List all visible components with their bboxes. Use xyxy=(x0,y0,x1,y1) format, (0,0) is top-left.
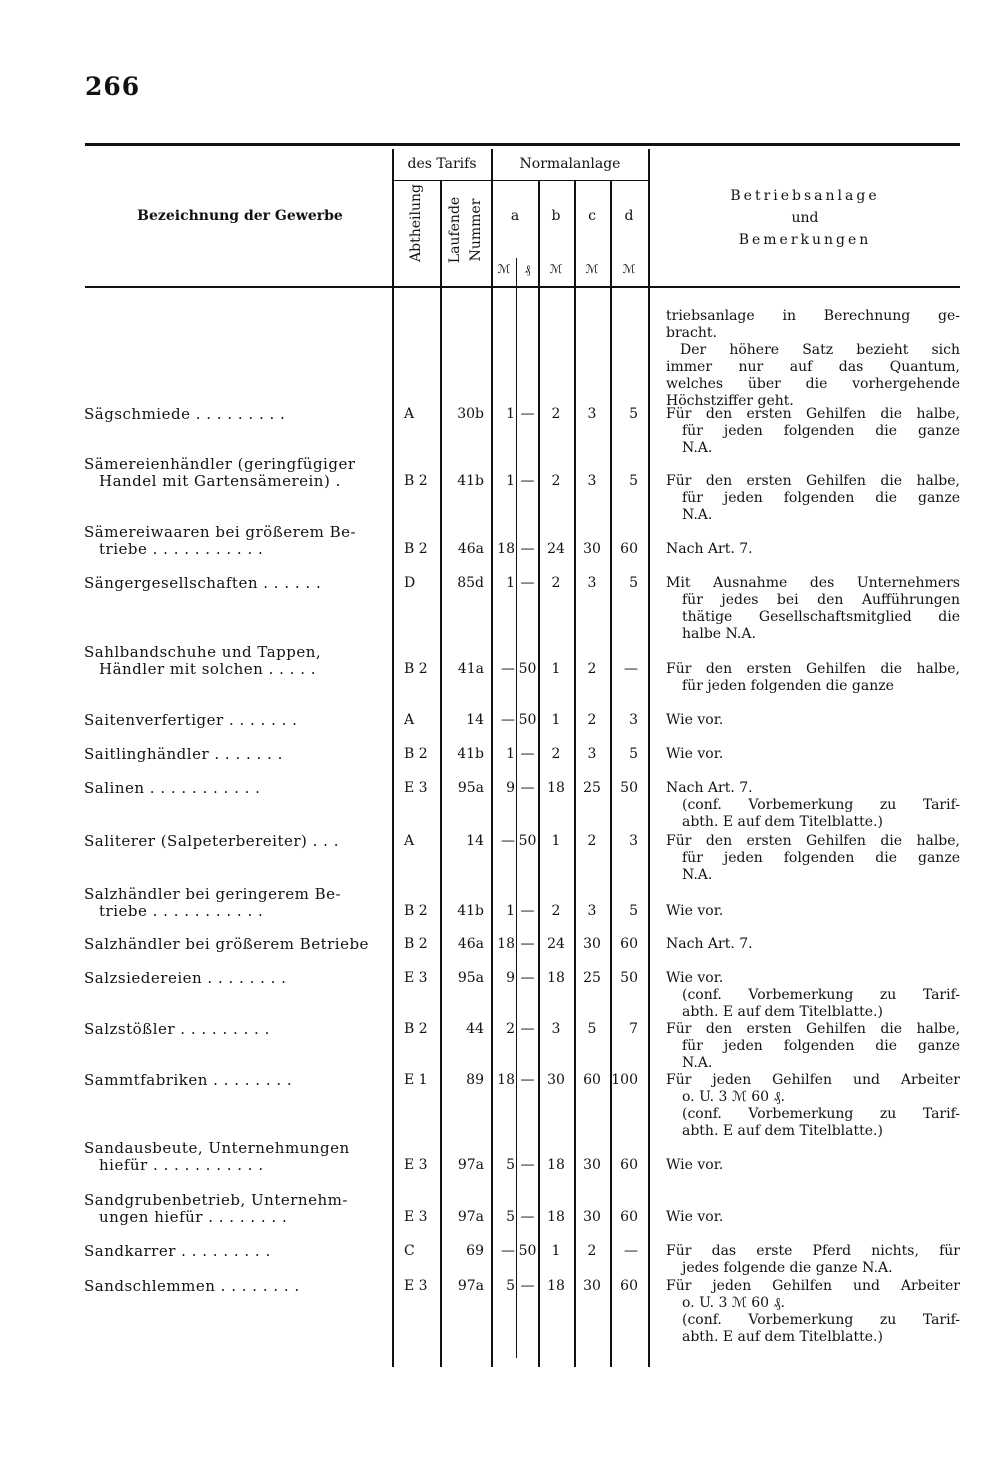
row-remark xyxy=(666,746,960,763)
row-name-line: Händler mit solchen . . . . . xyxy=(99,661,317,678)
row-name-line: triebe . . . . . . . . . . . xyxy=(99,541,264,558)
b-cell: 3 xyxy=(551,1021,561,1037)
c-cell: 3 xyxy=(587,406,597,422)
header-unit-a-m: ℳ xyxy=(497,262,511,276)
abtheilung-cell: A xyxy=(404,833,415,849)
nummer-cell: 30b xyxy=(457,406,484,422)
remark-line: Für jeden Gehilfen und Arbeiter xyxy=(666,1278,960,1294)
c-cell: 25 xyxy=(583,780,601,796)
remark-line: bracht. xyxy=(666,325,717,341)
b-cell: 2 xyxy=(551,406,561,422)
nummer-cell: 41b xyxy=(457,473,484,489)
abtheilung-cell: E 3 xyxy=(404,1157,428,1173)
d-cell: 60 xyxy=(620,936,638,952)
row-remark xyxy=(666,780,960,831)
a-mark-cell: 9 xyxy=(506,780,515,796)
abtheilung-cell: B 2 xyxy=(404,541,428,557)
d-cell: 50 xyxy=(620,780,638,796)
abtheilung-cell: D xyxy=(404,575,416,591)
nummer-cell: 41b xyxy=(457,903,484,919)
nummer-cell: 41b xyxy=(457,746,484,762)
remark-line: thätige Gesellschaftsmitglied die xyxy=(682,609,960,625)
nummer-cell: 44 xyxy=(466,1021,484,1037)
row-name-line: Salzstößler . . . . . . . . . xyxy=(84,1021,270,1038)
column-rule xyxy=(610,180,612,1367)
d-cell: 5 xyxy=(629,746,638,762)
header-sub-b: b xyxy=(551,208,561,224)
row-name xyxy=(84,833,384,850)
a-pf-cell: — xyxy=(520,970,535,986)
a-mark-cell: — xyxy=(501,712,515,728)
d-cell: 7 xyxy=(629,1021,638,1037)
b-cell: 18 xyxy=(547,780,565,796)
b-cell: 1 xyxy=(551,712,561,728)
remark-line: N.A. xyxy=(682,440,713,456)
c-cell: 2 xyxy=(587,833,597,849)
remark-line: Für das erste Pferd nichts, für xyxy=(666,1243,960,1259)
row-name xyxy=(84,1243,384,1260)
a-mark-cell: 1 xyxy=(506,903,515,919)
row-name-line: Sägschmiede . . . . . . . . . xyxy=(84,406,286,423)
c-cell: 30 xyxy=(583,541,601,557)
a-mark-cell: 18 xyxy=(497,1072,515,1088)
remark-line: Wie vor. xyxy=(666,746,724,762)
row-name-line: Saitlinghändler . . . . . . . xyxy=(84,746,283,763)
row-name-line: Sämereienhändler (geringfügiger xyxy=(84,456,356,473)
row-name-line: Sandkarrer . . . . . . . . . xyxy=(84,1243,271,1260)
row-name-line: Sängergesellschaften . . . . . . xyxy=(84,575,322,592)
abtheilung-cell: E 1 xyxy=(404,1072,428,1088)
remark-line: Für den ersten Gehilfen die halbe, xyxy=(666,406,960,422)
remark-line: für jedes bei den Aufführungen xyxy=(682,592,960,608)
b-cell: 18 xyxy=(547,970,565,986)
d-cell: 3 xyxy=(629,712,638,728)
a-pf-cell: — xyxy=(520,1209,535,1225)
row-name-line: Sandgrubenbetrieb, Unternehm- xyxy=(84,1192,348,1209)
a-pf-cell: — xyxy=(520,1278,535,1294)
b-cell: 1 xyxy=(551,661,561,677)
header-remarks-1: Betriebsanlage xyxy=(730,188,880,204)
c-cell: 2 xyxy=(587,712,597,728)
remark-line: Wie vor. xyxy=(666,1209,724,1225)
a-mark-cell: 18 xyxy=(497,936,515,952)
b-cell: 2 xyxy=(551,903,561,919)
row-name-line: Handel mit Gartensämerein) . xyxy=(99,473,341,490)
row-remark xyxy=(666,970,960,1021)
remark-line: Für jeden Gehilfen und Arbeiter xyxy=(666,1072,960,1088)
b-cell: 1 xyxy=(551,1243,561,1259)
remark-line: Für den ersten Gehilfen die halbe, xyxy=(666,833,960,849)
a-mark-cell: 5 xyxy=(506,1278,515,1294)
row-name xyxy=(84,936,384,953)
row-name-line: Sahlbandschuhe und Tappen, xyxy=(84,644,322,661)
row-name xyxy=(84,1140,384,1174)
row-name xyxy=(84,886,384,920)
nummer-cell: 14 xyxy=(466,833,484,849)
b-cell: 1 xyxy=(551,833,561,849)
row-name-line: Sämereiwaaren bei größerem Be- xyxy=(84,524,357,541)
a-pf-cell: — xyxy=(520,936,535,952)
a-pf-cell: — xyxy=(520,1021,535,1037)
b-cell: 24 xyxy=(547,936,565,952)
remark-line: für jeden folgenden die ganze xyxy=(682,490,960,506)
remark-line: für jeden folgenden die ganze xyxy=(682,850,960,866)
a-pf-cell: — xyxy=(520,575,535,591)
remark-line: Wie vor. xyxy=(666,903,724,919)
remark-line: abth. E auf dem Titelblatte.) xyxy=(682,814,883,830)
a-pf-cell: 50 xyxy=(518,712,537,728)
remark-line: abth. E auf dem Titelblatte.) xyxy=(682,1123,883,1139)
remark-line: abth. E auf dem Titelblatte.) xyxy=(682,1004,883,1020)
a-pf-cell: — xyxy=(520,780,535,796)
a-mark-cell: 1 xyxy=(506,575,515,591)
remark-line: o. U. 3 ℳ 60 ₰. xyxy=(682,1295,785,1311)
d-cell: 100 xyxy=(611,1072,638,1088)
b-cell: 24 xyxy=(547,541,565,557)
a-mark-cell: 5 xyxy=(506,1209,515,1225)
a-pf-cell: — xyxy=(520,541,535,557)
row-name xyxy=(84,1192,384,1226)
row-remark xyxy=(666,903,960,920)
header-sub-a: a xyxy=(510,208,520,224)
row-remark xyxy=(666,936,960,953)
column-rule xyxy=(392,149,394,1367)
remark-line: Mit Ausnahme des Unternehmers xyxy=(666,575,960,591)
b-cell: 18 xyxy=(547,1209,565,1225)
nummer-cell: 41a xyxy=(457,661,484,677)
remark-line: N.A. xyxy=(682,1055,713,1071)
column-rule xyxy=(648,149,650,1367)
abtheilung-cell: E 3 xyxy=(404,1209,428,1225)
top-rule xyxy=(85,143,960,146)
a-mark-cell: 9 xyxy=(506,970,515,986)
nummer-cell: 97a xyxy=(457,1278,484,1294)
a-pf-cell: 50 xyxy=(518,661,537,677)
b-cell: 2 xyxy=(551,575,561,591)
a-mark-cell: 18 xyxy=(497,541,515,557)
c-cell: 30 xyxy=(583,1278,601,1294)
c-cell: 30 xyxy=(583,936,601,952)
abtheilung-cell: E 3 xyxy=(404,970,428,986)
abtheilung-cell: E 3 xyxy=(404,1278,428,1294)
row-name xyxy=(84,1021,384,1038)
header-unit-c: ℳ xyxy=(585,262,599,276)
row-remark xyxy=(666,1243,960,1277)
nummer-cell: 14 xyxy=(466,712,484,728)
c-cell: 30 xyxy=(583,1157,601,1173)
row-name-line: Saitenverfertiger . . . . . . . xyxy=(84,712,298,729)
d-cell: 5 xyxy=(629,903,638,919)
row-name-line: triebe . . . . . . . . . . . xyxy=(99,903,264,920)
row-remark xyxy=(666,1021,960,1072)
remark-line: für jeden folgenden die ganze xyxy=(682,423,960,439)
d-cell: 50 xyxy=(620,970,638,986)
remark-line: immer nur auf das Quantum, xyxy=(666,359,960,375)
b-cell: 2 xyxy=(551,473,561,489)
a-pf-cell: — xyxy=(520,1157,535,1173)
row-remark xyxy=(666,473,960,524)
remark-line: Wie vor. xyxy=(666,970,724,986)
a-pf-cell: — xyxy=(520,473,535,489)
row-name xyxy=(84,1278,384,1295)
row-name-line: hiefür . . . . . . . . . . . xyxy=(99,1157,264,1174)
header-unit-d: ℳ xyxy=(622,262,636,276)
remark-line: Höchstziffer geht. xyxy=(666,393,794,409)
row-remark xyxy=(666,1278,960,1346)
remark-line: (conf. Vorbemerkung zu Tarif- xyxy=(682,1312,960,1328)
d-cell: 5 xyxy=(629,473,638,489)
header-sub-c: c xyxy=(588,208,596,224)
nummer-cell: 46a xyxy=(457,541,484,557)
d-cell: 60 xyxy=(620,1209,638,1225)
row-name xyxy=(84,575,384,592)
c-cell: 3 xyxy=(587,746,597,762)
c-cell: 3 xyxy=(587,575,597,591)
d-cell: 5 xyxy=(629,406,638,422)
a-mark-cell: 5 xyxy=(506,1157,515,1173)
row-name-line: Sandschlemmen . . . . . . . . xyxy=(84,1278,300,1295)
a-pf-cell: — xyxy=(520,746,535,762)
b-cell: 2 xyxy=(551,746,561,762)
row-name-line: Sandausbeute, Unternehmungen xyxy=(84,1140,350,1157)
header-bottom-rule xyxy=(85,286,960,288)
header-remarks-3: Bemerkungen xyxy=(738,232,872,248)
remark-line: Nach Art. 7. xyxy=(666,780,753,796)
row-name xyxy=(84,524,384,558)
row-name-line: Sammtfabriken . . . . . . . . xyxy=(84,1072,293,1089)
row-name xyxy=(84,712,384,729)
header-unit-a-pf: ₰ xyxy=(524,262,531,276)
abtheilung-cell: A xyxy=(404,406,415,422)
b-cell: 18 xyxy=(547,1157,565,1173)
remark-line: Für den ersten Gehilfen die halbe, xyxy=(666,661,960,677)
c-cell: 2 xyxy=(587,661,597,677)
abtheilung-cell: B 2 xyxy=(404,473,428,489)
a-mark-cell: — xyxy=(501,833,515,849)
row-name-line: Saliterer (Salpeterbereiter) . . . xyxy=(84,833,339,850)
a-pf-cell: — xyxy=(520,406,535,422)
row-name-line: ungen hiefür . . . . . . . . xyxy=(99,1209,288,1226)
header-sub-d: d xyxy=(624,208,634,224)
remark-line: (conf. Vorbemerkung zu Tarif- xyxy=(682,797,960,813)
abtheilung-cell: A xyxy=(404,712,415,728)
row-remark xyxy=(666,575,960,643)
c-cell: 3 xyxy=(587,473,597,489)
abtheilung-cell: C xyxy=(404,1243,415,1259)
nummer-cell: 46a xyxy=(457,936,484,952)
row-name xyxy=(84,970,384,987)
header-normalanlage: Normalanlage xyxy=(519,156,621,172)
remark-line: (conf. Vorbemerkung zu Tarif- xyxy=(682,1106,960,1122)
remark-line: Für den ersten Gehilfen die halbe, xyxy=(666,473,960,489)
remark-line: jedes folgende die ganze N.A. xyxy=(682,1260,893,1276)
nummer-cell: 89 xyxy=(466,1072,484,1088)
abtheilung-cell: B 2 xyxy=(404,746,428,762)
remark-line: Wie vor. xyxy=(666,1157,724,1173)
d-cell: 3 xyxy=(629,833,638,849)
row-name-line: Salzhändler bei geringerem Be- xyxy=(84,886,342,903)
page-number: 266 xyxy=(85,72,141,101)
nummer-cell: 95a xyxy=(457,780,484,796)
remark-line: triebsanlage in Berechnung ge- xyxy=(666,308,960,324)
c-cell: 3 xyxy=(587,903,597,919)
row-name xyxy=(84,780,384,797)
column-rule xyxy=(440,180,442,1367)
column-rule xyxy=(538,180,540,1367)
c-cell: 25 xyxy=(583,970,601,986)
row-remark xyxy=(666,661,960,695)
remark-line: o. U. 3 ℳ 60 ₰. xyxy=(682,1089,785,1105)
header-laufende: Laufende xyxy=(447,196,463,264)
remark-line: Nach Art. 7. xyxy=(666,936,753,952)
remark-line: N.A. xyxy=(682,867,713,883)
row-name xyxy=(84,746,384,763)
a-mark-cell: — xyxy=(501,1243,515,1259)
row-remark xyxy=(666,1072,960,1140)
column-rule xyxy=(516,258,517,1358)
row-name-line: Salzsiedereien . . . . . . . . xyxy=(84,970,287,987)
header-tarif-group: des Tarifs xyxy=(407,156,477,172)
row-name xyxy=(84,406,384,423)
header-remarks-2: und xyxy=(791,210,819,226)
a-mark-cell: 1 xyxy=(506,406,515,422)
d-cell: 60 xyxy=(620,541,638,557)
d-cell: — xyxy=(624,1243,638,1259)
a-mark-cell: 1 xyxy=(506,746,515,762)
c-cell: 5 xyxy=(587,1021,597,1037)
b-cell: 30 xyxy=(547,1072,565,1088)
remark-line: für jeden folgenden die ganze xyxy=(682,1038,960,1054)
row-name-line: Salzhändler bei größerem Betriebe xyxy=(84,936,369,953)
c-cell: 30 xyxy=(583,1209,601,1225)
nummer-cell: 69 xyxy=(466,1243,484,1259)
row-name-line: Salinen . . . . . . . . . . . xyxy=(84,780,261,797)
remark-line: Der höhere Satz bezieht sich xyxy=(680,342,960,358)
header-abtheilung: Abtheilung xyxy=(408,184,424,262)
nummer-cell: 85d xyxy=(457,575,484,591)
a-pf-cell: 50 xyxy=(518,833,537,849)
row-remark xyxy=(666,1157,960,1174)
row-name xyxy=(84,644,384,678)
row-name xyxy=(84,456,384,490)
remark-line: Nach Art. 7. xyxy=(666,541,753,557)
remark-line: abth. E auf dem Titelblatte.) xyxy=(682,1329,883,1345)
row-remark xyxy=(666,712,960,729)
abtheilung-cell: E 3 xyxy=(404,780,428,796)
remark-line: Für den ersten Gehilfen die halbe, xyxy=(666,1021,960,1037)
remark-line: halbe N.A. xyxy=(682,626,756,642)
remark-line: Wie vor. xyxy=(666,712,724,728)
intro-remark xyxy=(666,308,960,410)
abtheilung-cell: B 2 xyxy=(404,1021,428,1037)
a-pf-cell: — xyxy=(520,1072,535,1088)
remark-line: für jeden folgenden die ganze xyxy=(682,678,894,694)
abtheilung-cell: B 2 xyxy=(404,661,428,677)
abtheilung-cell: B 2 xyxy=(404,936,428,952)
remark-line: welches über die vorhergehende xyxy=(666,376,960,392)
b-cell: 18 xyxy=(547,1278,565,1294)
d-cell: 60 xyxy=(620,1278,638,1294)
nummer-cell: 95a xyxy=(457,970,484,986)
a-mark-cell: — xyxy=(501,661,515,677)
a-mark-cell: 1 xyxy=(506,473,515,489)
d-cell: 5 xyxy=(629,575,638,591)
a-pf-cell: 50 xyxy=(518,1243,537,1259)
a-mark-cell: 2 xyxy=(506,1021,515,1037)
nummer-cell: 97a xyxy=(457,1157,484,1173)
row-name xyxy=(84,1072,384,1089)
row-remark xyxy=(666,833,960,884)
abtheilung-cell: B 2 xyxy=(404,903,428,919)
remark-line: N.A. xyxy=(682,507,713,523)
remark-line: (conf. Vorbemerkung zu Tarif- xyxy=(682,987,960,1003)
row-remark xyxy=(666,1209,960,1226)
header-nummer: Nummer xyxy=(468,198,484,262)
header-unit-b: ℳ xyxy=(549,262,563,276)
d-cell: — xyxy=(624,661,638,677)
c-cell: 2 xyxy=(587,1243,597,1259)
a-pf-cell: — xyxy=(520,903,535,919)
c-cell: 60 xyxy=(583,1072,601,1088)
row-remark xyxy=(666,406,960,457)
header-name-column: Bezeichnung der Gewerbe xyxy=(137,208,343,224)
d-cell: 60 xyxy=(620,1157,638,1173)
row-remark xyxy=(666,541,960,558)
nummer-cell: 97a xyxy=(457,1209,484,1225)
column-rule xyxy=(574,180,576,1367)
